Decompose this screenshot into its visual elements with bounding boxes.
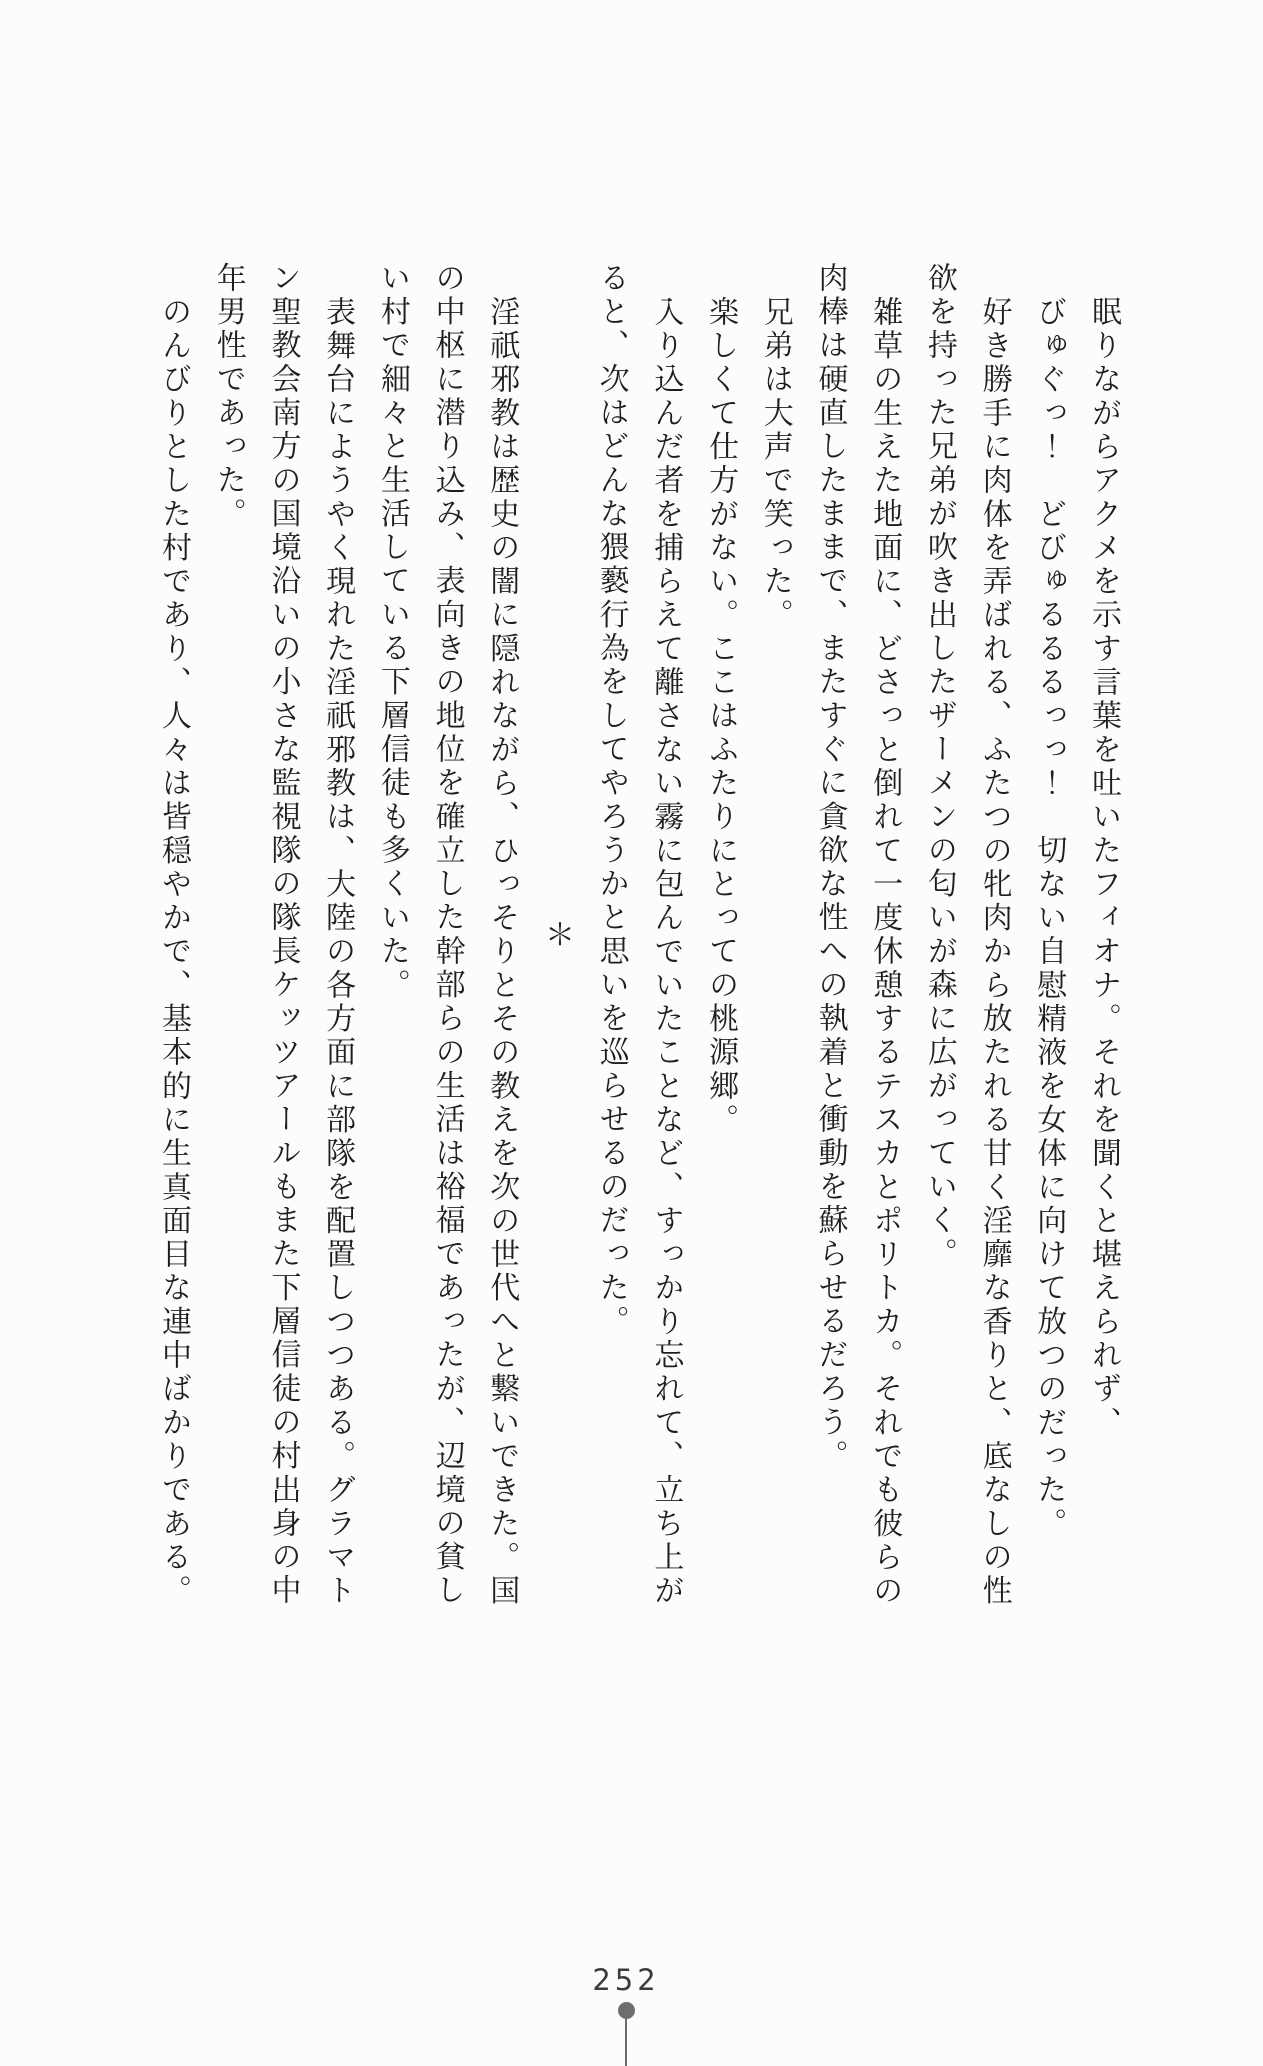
paragraph-6: 楽しくて仕方がない。ここはふたりにとっての桃源郷。 (703, 296, 739, 1138)
paragraph-10: 表舞台にようやく現れた淫祇邪教は、大陸の各方面に部隊を配置しつつある。グラマト ン聖教会南方の国境沿いの小さな監視隊の隊長ケッツアールもまた下層信徒の村出身の中 年男性であった。 (210, 262, 356, 1609)
paragraph-7: 入り込んだ者を捕らえて離さない霧に包んでいたことなど、すっかり忘れて、立ち上が ると、次はどんな猥褻行為をしてやろうかと思いを巡らせるのだった。 (593, 262, 684, 1609)
section-divider-asterisk: ＊ (538, 919, 574, 953)
paragraph-1: 眠りながらアクメを示す言葉を吐いたフィオナ。それを聞くと堪えられず、 (1086, 296, 1121, 1441)
paragraph-3: 好き勝手に肉体を弄ばれる、ふたつの牝肉から放たれる甘く淫靡な香りと、底なしの性 欲を持った兄弟が吹き出したザーメンの匂いが森に広がっていく。 (921, 262, 1012, 1609)
paragraph-5: 兄弟は大声で笑った。 (757, 296, 793, 633)
body-text (145, 262, 1130, 1610)
paragraph-9: 淫祇邪教は歴史の闇に隠れながら、ひっそりとその教えを次の世代へと繋いできた。国 の中枢に潜り込み、表向きの地位を確立した幹部らの生活は裕福であったが、辺境の貧し い村で細々と生活している下層信徒も多くいた。 (374, 262, 520, 1609)
paragraph-2: びゅぐっ！ どびゅるるるっっ！ 切ない自慰精液を女体に向けて放つのだった。 (1031, 296, 1067, 1542)
paragraph-4: 雑草の生えた地面に、どさっと倒れて一度休憩するテスカとポリトカ。それでも彼らの 肉棒は硬直したままで、またすぐに貪欲な性への執着と衝動を蘇らせるだろう。 (812, 262, 903, 1609)
page-number: 252 (592, 1963, 660, 1997)
footer-dot-ornament (618, 2002, 635, 2019)
paragraph-11: のんびりとした村であり、人々は皆穏やかで、基本的に生真面目な連中ばかりである。 (156, 296, 192, 1609)
